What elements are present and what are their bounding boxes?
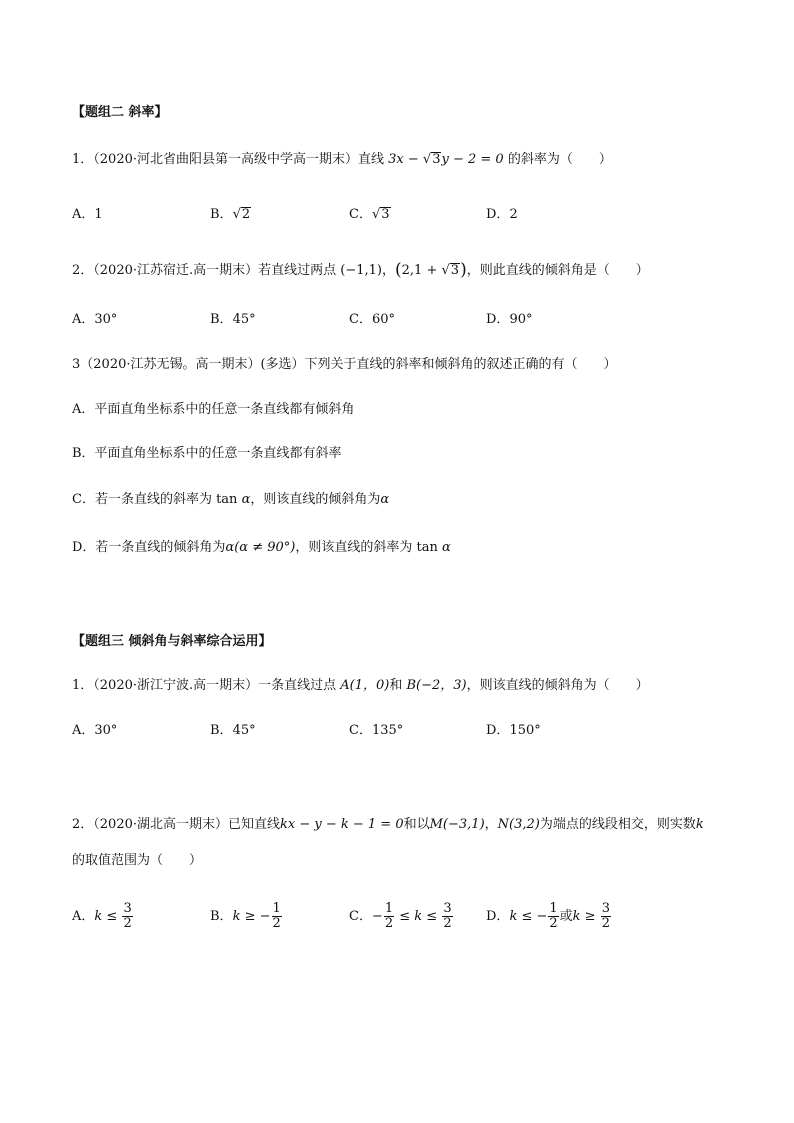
question-text: 的斜率为（ ） bbox=[507, 152, 612, 167]
option-c: C．√3 bbox=[349, 207, 390, 222]
question-g3-2: 2．（2020·湖北高一期末）已知直线kx − y − k − 1 = 0和以M(−3,1)，N(3,2)为端点的线段相交，则实数k bbox=[72, 817, 704, 832]
option-b: B．√2 bbox=[210, 207, 251, 222]
question-text: 1．（2020·河北省曲阳县第一高级中学高一期末）直线 bbox=[72, 152, 384, 167]
option-d: D．k ≤ − $\frac{1}{2}$ 或k ≥ $\frac{3}{2}$ bbox=[486, 901, 610, 931]
question-g3-2-cont: 的取值范围为（ ） bbox=[72, 853, 203, 868]
option-a: A．30° bbox=[72, 723, 118, 738]
option-c: C．135° bbox=[349, 723, 404, 738]
option-a: A．k ≤ $\frac{3}{2}$ bbox=[72, 901, 132, 931]
option-b: B．45° bbox=[210, 312, 256, 327]
equation: 3x − √3y − 2 = 0 bbox=[388, 152, 504, 167]
point-1: (−1,1) bbox=[340, 263, 382, 278]
option-d: D．若一条直线的倾斜角为α(α ≠ 90°)，则该直线的斜率为 tan α bbox=[72, 540, 451, 555]
option-c: C．− $\frac{1}{2}$ ≤ k ≤ $\frac{3}{2}$ bbox=[349, 901, 452, 931]
question-g2-2: 2．（2020·江苏宿迁.高一期末）若直线过两点 (−1,1)，(2,1 + √3)，则此直线的倾斜角是（ ） bbox=[72, 260, 649, 280]
question-g2-3: 3（2020·江苏无锡。高一期末）(多选）下列关于直线的斜率和倾斜角的叙述正确的有（ ） bbox=[72, 357, 617, 372]
option-a: A．30° bbox=[72, 312, 118, 327]
option-a: A．1 bbox=[72, 207, 103, 222]
option-d: D．2 bbox=[486, 207, 518, 222]
option-c: C．若一条直线的斜率为 tan α，则该直线的倾斜角为α bbox=[72, 492, 390, 507]
question-g3-1: 1．（2020·浙江宁波.高一期末）一条直线过点 A(1，0)和 B(−2，3)，则该直线的倾斜角为（ ） bbox=[72, 678, 649, 693]
section-heading-group2: 【题组二 斜率】 bbox=[72, 105, 168, 120]
option-b: B．平面直角坐标系中的任意一条直线都有斜率 bbox=[72, 446, 342, 461]
option-d: D．90° bbox=[486, 312, 533, 327]
point-2: (2,1 + √3) bbox=[395, 260, 467, 280]
option-c: C．60° bbox=[349, 312, 395, 327]
section-heading-group3: 【题组三 倾斜角与斜率综合运用】 bbox=[72, 634, 272, 649]
option-d: D．150° bbox=[486, 723, 541, 738]
option-b: B．45° bbox=[210, 723, 256, 738]
option-a: A．平面直角坐标系中的任意一条直线都有倾斜角 bbox=[72, 402, 355, 417]
option-b: B．k ≥ − $\frac{1}{2}$ bbox=[210, 901, 281, 931]
question-g2-1 bbox=[72, 151, 612, 169]
